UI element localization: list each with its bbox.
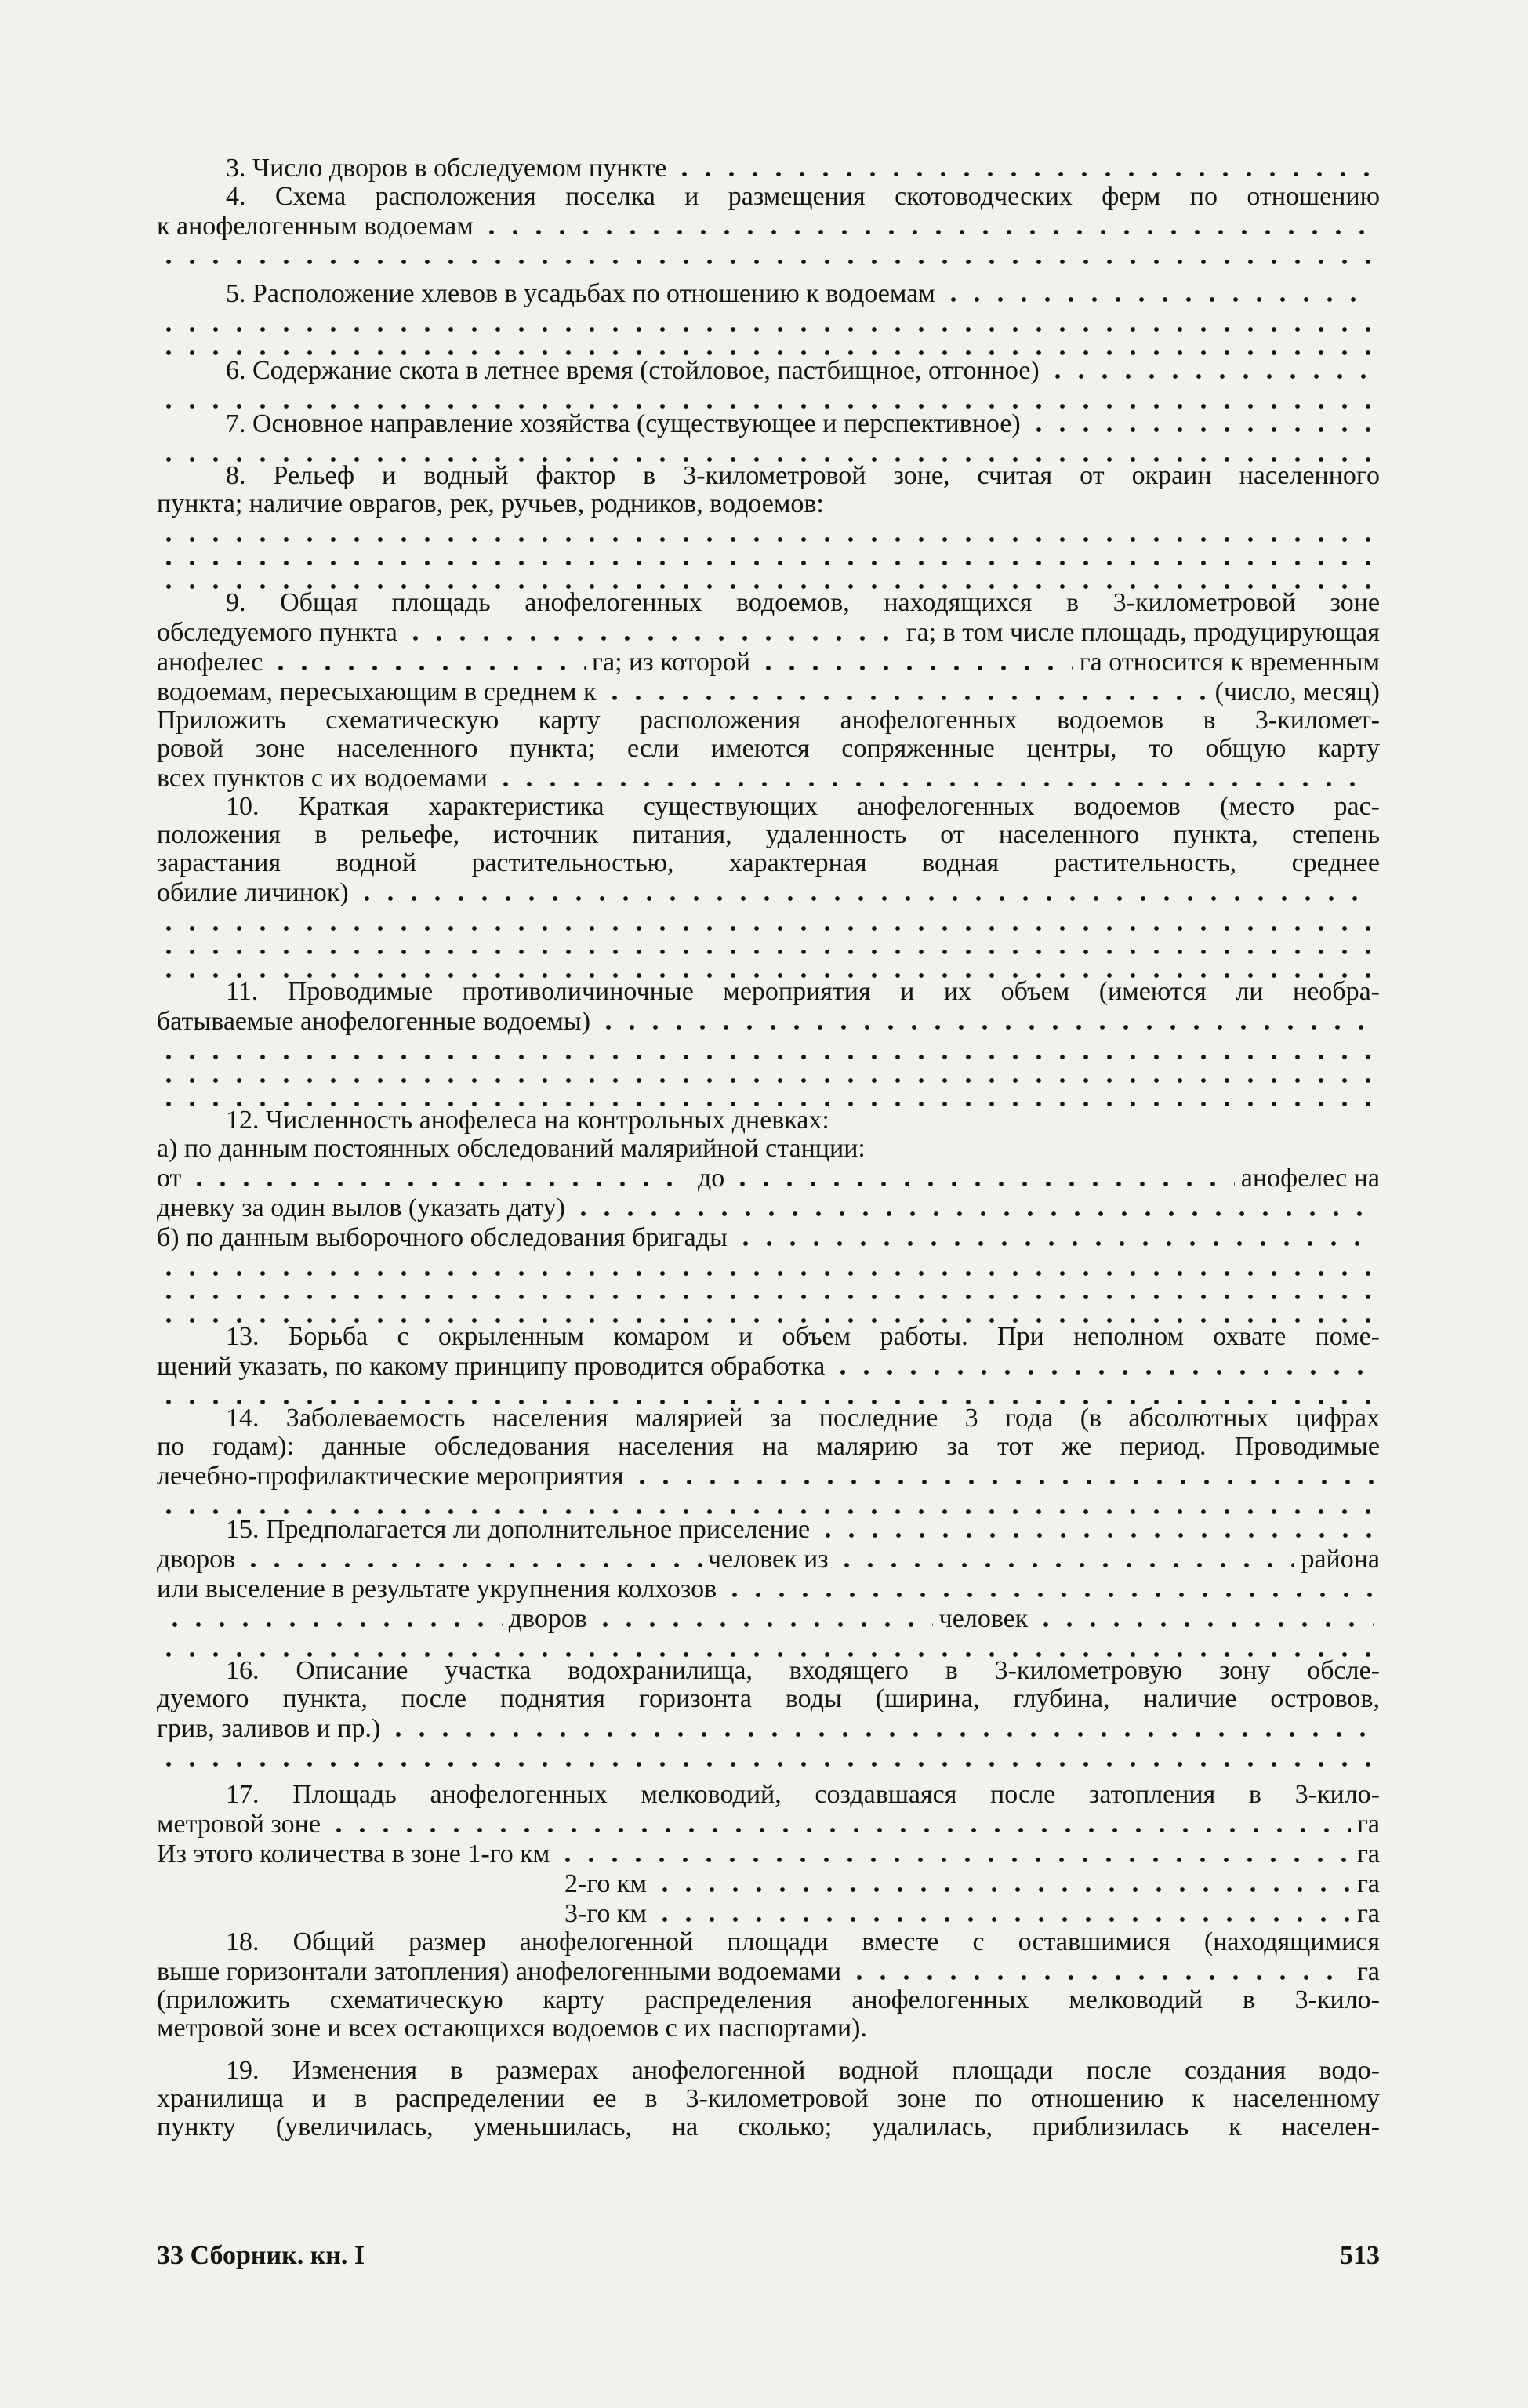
fill-dots (1027, 409, 1374, 432)
item-8: 8. Рельеф и водный фактор в 3-километровой зоне, считая от окраин населенного (226, 462, 1380, 490)
fill-dots (157, 332, 1380, 355)
fill-dots (404, 617, 900, 641)
fill-dots (572, 1193, 1374, 1216)
item-3: 3. Число дворов в обследуемом пункте (157, 153, 1380, 183)
fill-dots (653, 1898, 1351, 1922)
item-14: 14. Заболеваемость населения малярией за последние 3 года (в абсолютных цифрах (226, 1404, 1380, 1433)
fill-dots (157, 1381, 1380, 1404)
fill-dots (163, 1604, 503, 1627)
signature-mark: 33 Сборник. кн. I (157, 2241, 365, 2270)
item-13: 13. Борьба с окрыленным комаром и объем работы. При неполном охвате поме- (226, 1323, 1380, 1351)
item-12: 12. Численность анофелеса на контрольных дневках: (226, 1106, 829, 1135)
fill-dots (157, 438, 1380, 462)
fill-dots (1046, 355, 1374, 379)
item-4: 4. Схема расположения поселка и размещения скотоводческих ферм по отношению (226, 183, 1380, 211)
item-18: 18. Общий размер анофелогенной площади вместе с оставшимися (находящимися (226, 1928, 1380, 1956)
fill-dots (157, 308, 1380, 332)
page-number: 513 (1340, 2241, 1380, 2270)
fill-dots (157, 931, 1380, 954)
questionnaire-body: 3. Число дворов в обследуемом пункте 4. Схема расположения поселка и размещения скотоводческих ферм по отношению к анофелогенным водоемам 5. Расположение хлевов в усадьбах по отношению к водоемам 6. Содержание скота в летнее время (стойловое, пастбищное, отгонное) 7. Основное направление хозяйства (существующее и перспективное) 8. Рельеф и водный фактор в 3-километровой зоне, считая от окраин населенного пункта; наличие оврагов, рек, ручьев, родников, водоемов: 9. Общая площадь анофелогенных водоемов, находящихся в 3-километровой зоне обследуемого пункта га; в том числе площадь, продуцирующая анофелес га; из которой га относится к временным водоемам, пересыхающим в среднем к (число, месяц) Приложить схематическую карту расположения анофелогенных водоемов в 3-километ- ровой зоне населенного пункта; если имеются сопряженные центры, то общую карту всех пунктов с их водоемами 10. Краткая характеристика существующих анофелогенных водоемов (место рас- положения в рельефе, источник питания, удаленность от населенного пункта, степень зарастания водной растительностью, характерная водная растительность, среднее обилие личинок) 11. Проводимые противоличиночные мероприятия и их объем (имеются ли необра- батываемые анофелогенные водоемы) 12. Численность анофелеса на контрольных дневках: а) по данным постоянных обследований малярийной станции: от до анофелес на дневку за один вылов (указать дату) б) по данным выборочного обследования бригады 13. Борьба с окрыленным комаром и объем работы. При неполном охвате поме- щений указать, по какому принципу проводится обработка 14. Заболеваемость населения малярией за последние 3 года (в абсолютных цифрах по годам): данные обследования населения на малярию за тот же период. Проводимые лечебно-профилактические мероприятия 15. Предполагается ли дополнительное приселение дворов человек из района или выселение в результате укрупнения колхозов дворов человек 16. Описание участка водохранилища, входящего в 3-километровую зону обсле- дуемого пункта, после поднятия горизонта воды (ширина, глубина, наличие островов, грив, заливов и пр.) 17. Площадь анофелогенных мелководий, создавшаяся после затопления в 3-кило- метровой зоне га Из этого количества в зоне 1-го км га 2-го км га 3-го км га 18. Общий размер анофелогенной площади вместе с оставшимися (находящимися выше горизонтали затопления) анофелогенными водоемами га (приложить схематическую карту распределения анофелогенных мелководий в 3-кило- метровой зоне и всех остающихся водоемов с их паспортами). 19. Изменения в размерах анофелогенной водной площади после создания водо- хранилища и в распределении ее в 3-километровой зоне по отношению к населенному пункту (увеличилась, уменьшилась, на сколько; удалилась, приблизилась к населен- (157, 154, 1380, 2141)
fill-dots (157, 1083, 1380, 1106)
fill-dots (653, 1869, 1351, 1892)
fill-dots (157, 1633, 1380, 1657)
item-17: 17. Площадь анофелогенных мелководий, создавшаяся после затопления в 3-кило- (226, 1781, 1380, 1809)
item-6: 6. Содержание скота в летнее время (стойловое, пастбищное, отгонное) (157, 355, 1380, 385)
fill-dots (157, 1299, 1380, 1323)
fill-dots (157, 1743, 1380, 1767)
fill-dots (157, 1252, 1380, 1276)
item-15: 15. Предполагается ли дополнительное приселение (157, 1514, 1380, 1544)
item-19: 19. Изменения в размерах анофелогенной водной площади после создания водо- (226, 2057, 1380, 2085)
fill-dots (835, 1544, 1295, 1567)
item-5: 5. Расположение хлевов в усадьбах по отношению к водоемам (157, 278, 1380, 308)
item-16: 16. Описание участка водохранилища, входящего в 3-километровую зону обсле- (226, 1657, 1380, 1685)
fill-dots (327, 1809, 1351, 1832)
fill-dots (1034, 1604, 1374, 1627)
fill-dots (187, 1163, 691, 1186)
fill-dots (597, 1006, 1374, 1030)
fill-dots (593, 1604, 933, 1627)
fill-dots (480, 211, 1374, 234)
fill-dots (355, 877, 1374, 901)
fill-dots (157, 1491, 1380, 1514)
item-11: 11. Проводимые противоличиночные мероприятия и их объем (имеются ли необра- (226, 978, 1380, 1006)
fill-dots (157, 565, 1380, 589)
fill-dots (847, 1956, 1351, 1980)
item-10: 10. Краткая характеристика существующих анофелогенных водоемов (место рас- (226, 793, 1380, 821)
fill-dots (157, 385, 1380, 409)
fill-dots (731, 1163, 1235, 1186)
fill-dots (630, 1461, 1374, 1484)
fill-dots (241, 1544, 702, 1567)
fill-dots (157, 1276, 1380, 1299)
fill-dots (269, 647, 586, 670)
fill-dots (603, 677, 1209, 700)
page-footer (157, 2241, 1380, 2271)
item-7: 7. Основное направление хозяйства (существующее и перспективное) (157, 409, 1380, 438)
fill-dots (734, 1222, 1374, 1246)
fill-dots (757, 647, 1073, 670)
item-9: 9. Общая площадь анофелогенных водоемов, находящихся в 3-километровой зоне (226, 589, 1380, 617)
fill-dots (157, 542, 1380, 565)
fill-dots (673, 153, 1374, 176)
fill-dots (942, 278, 1374, 302)
fill-dots (494, 763, 1374, 786)
fill-dots (157, 954, 1380, 978)
fill-dots (831, 1351, 1374, 1375)
fill-dots (556, 1839, 1351, 1862)
fill-dots (157, 518, 1380, 542)
fill-dots (723, 1574, 1374, 1597)
fill-dots (157, 907, 1380, 931)
fill-dots (157, 1036, 1380, 1059)
fill-dots (157, 1059, 1380, 1083)
fill-dots (387, 1713, 1374, 1737)
fill-dots (816, 1514, 1374, 1538)
fill-dots (157, 241, 1380, 264)
